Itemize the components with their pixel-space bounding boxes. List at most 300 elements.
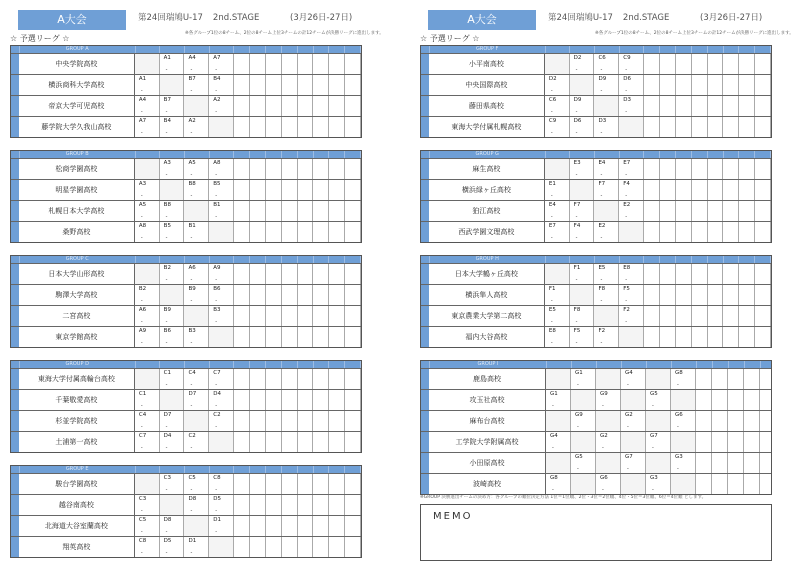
- stat-cell: [250, 201, 266, 221]
- stat-column-header: [708, 151, 724, 158]
- match-cell: [545, 54, 570, 74]
- match-cell: [135, 264, 160, 284]
- stat-cell: [282, 390, 298, 410]
- stat-cell: [712, 369, 728, 389]
- match-cell: [135, 159, 160, 179]
- match-cell: [594, 75, 619, 95]
- stat-cell: [282, 537, 298, 557]
- stat-cell: [329, 159, 345, 179]
- score-dash: -: [140, 403, 143, 409]
- match-code: C6: [598, 55, 606, 61]
- match-code: D9: [573, 97, 582, 103]
- team-row: [11, 284, 361, 305]
- stat-column-header: [298, 256, 314, 263]
- match-cell: [546, 369, 571, 389]
- row-index: [11, 180, 19, 200]
- stat-cell: [298, 411, 314, 431]
- stat-column-header: [266, 466, 282, 473]
- match-code: G5: [575, 454, 583, 460]
- stat-column-header: [282, 151, 298, 158]
- stat-cell: [266, 411, 282, 431]
- match-cell: [596, 369, 621, 389]
- team-name: 桑野高校: [19, 222, 135, 242]
- stat-cell: [644, 180, 660, 200]
- score-dash: -: [190, 340, 193, 346]
- match-code: E4: [548, 202, 556, 208]
- row-index: [11, 306, 19, 326]
- match-cell: [135, 306, 160, 326]
- stat-cell: [723, 180, 739, 200]
- stat-cell: [345, 306, 361, 326]
- match-cell: [184, 495, 209, 515]
- match-cell: [619, 285, 644, 305]
- stat-cell: [329, 516, 345, 536]
- team-name: 駿台学園高校: [19, 474, 135, 494]
- stat-cell: [250, 285, 266, 305]
- stat-cell: [644, 222, 660, 242]
- match-cell: [546, 453, 571, 473]
- group-table: [420, 45, 772, 138]
- match-cell: [184, 285, 209, 305]
- match-cell: [209, 474, 234, 494]
- stat-cell: [739, 75, 755, 95]
- match-cell: [594, 327, 619, 347]
- stat-cell: [329, 411, 345, 431]
- group-table: [420, 255, 772, 348]
- match-code: A7: [213, 55, 221, 61]
- stat-cell: [313, 474, 329, 494]
- match-code: D5: [213, 496, 221, 502]
- score-dash: -: [140, 550, 143, 556]
- score-dash: -: [165, 487, 168, 493]
- match-code: G4: [550, 433, 558, 439]
- score-dash: -: [627, 466, 629, 472]
- match-code: C7: [213, 370, 221, 376]
- stat-cell: [708, 285, 724, 305]
- stat-cell: [644, 327, 660, 347]
- match-cell: [184, 54, 209, 74]
- stat-cell: [676, 306, 692, 326]
- match-cell: [594, 306, 619, 326]
- match-cell: [209, 516, 234, 536]
- stage-title-text: 第24回瑞鳩U-17: [548, 13, 613, 23]
- opponent-column-header: [546, 46, 571, 53]
- score-dash: -: [215, 298, 218, 304]
- stat-cell: [313, 54, 329, 74]
- stat-cell: [250, 54, 266, 74]
- stat-column-header: [266, 256, 282, 263]
- stat-cell: [250, 222, 266, 242]
- stat-cell: [266, 264, 282, 284]
- stat-cell: [266, 159, 282, 179]
- stat-cell: [739, 222, 755, 242]
- stat-cell: [298, 222, 314, 242]
- stat-cell: [712, 474, 728, 494]
- stat-cell: [676, 180, 692, 200]
- stat-column-header: [676, 46, 692, 53]
- match-code: F4: [573, 223, 581, 229]
- team-name: 松商学園高校: [19, 159, 135, 179]
- group-name: GROUP H: [430, 256, 546, 263]
- stat-cell: [728, 390, 744, 410]
- match-code: D2: [573, 55, 582, 61]
- match-cell: [621, 411, 646, 431]
- score-dash: -: [600, 298, 603, 304]
- team-name: 鹿島高校: [429, 369, 546, 389]
- team-row: [421, 95, 771, 116]
- match-code: A5: [138, 202, 147, 208]
- row-index: [421, 390, 429, 410]
- stat-cell: [345, 180, 361, 200]
- group-table: [420, 150, 772, 243]
- stat-cell: [298, 96, 314, 116]
- stat-column-header: [250, 256, 266, 263]
- opponent-column-header: [620, 151, 645, 158]
- stat-column-header: [739, 151, 755, 158]
- match-code: B4: [213, 76, 221, 82]
- group-table: [10, 360, 362, 453]
- team-row: [11, 431, 361, 452]
- match-cell: [621, 369, 646, 389]
- match-cell: [135, 75, 160, 95]
- row-index: [421, 369, 429, 389]
- row-index: [421, 222, 429, 242]
- group-table: [10, 45, 362, 138]
- team-name: 千葉敬愛高校: [19, 390, 135, 410]
- team-name: 東海大学付属札幌高校: [429, 117, 545, 137]
- score-dash: -: [552, 445, 554, 451]
- stat-cell: [313, 306, 329, 326]
- match-cell: [545, 159, 570, 179]
- group-header: [421, 256, 771, 263]
- tournament-title: A大会: [18, 10, 126, 30]
- match-cell: [546, 432, 571, 452]
- match-code: C6: [548, 97, 557, 103]
- score-dash: -: [625, 67, 628, 73]
- stat-column-header: [282, 361, 298, 368]
- match-cell: [184, 159, 209, 179]
- stat-cell: [234, 54, 250, 74]
- stat-cell: [723, 96, 739, 116]
- stat-cell: [298, 432, 314, 452]
- stat-cell: [644, 117, 660, 137]
- stat-column-header: [676, 151, 692, 158]
- match-cell: [135, 390, 160, 410]
- team-name: 杉並学院高校: [19, 411, 135, 431]
- stat-cell: [728, 453, 744, 473]
- stat-cell: [313, 159, 329, 179]
- match-cell: [160, 75, 185, 95]
- match-code: G4: [625, 370, 633, 376]
- opponent-column-header: [597, 361, 622, 368]
- match-code: G1: [550, 391, 558, 397]
- match-code: G2: [600, 433, 608, 439]
- match-cell: [160, 54, 185, 74]
- match-cell: [135, 285, 160, 305]
- score-dash: -: [165, 445, 168, 451]
- team-name: 横浜商科大学高校: [19, 75, 135, 95]
- stat-cell: [676, 327, 692, 347]
- match-code: D3: [623, 97, 631, 103]
- opponent-column-header: [595, 46, 620, 53]
- stat-cell: [282, 285, 298, 305]
- match-cell: [619, 96, 644, 116]
- match-code: D6: [573, 118, 582, 124]
- team-row: [11, 116, 361, 137]
- stat-column-header: [708, 46, 724, 53]
- stat-cell: [739, 285, 755, 305]
- stat-cell: [266, 96, 282, 116]
- match-code: B1: [188, 223, 196, 229]
- row-index: [421, 54, 429, 74]
- team-name: 中央国際高校: [429, 75, 545, 95]
- stat-cell: [282, 432, 298, 452]
- match-code: C1: [163, 370, 172, 376]
- group-name: GROUP C: [20, 256, 136, 263]
- score-dash: -: [602, 487, 604, 493]
- score-dash: -: [140, 214, 143, 220]
- match-code: C3: [163, 475, 172, 481]
- score-dash: -: [550, 340, 553, 346]
- stat-cell: [250, 369, 266, 389]
- match-code: B6: [163, 328, 171, 334]
- stat-cell: [644, 306, 660, 326]
- score-dash: -: [652, 445, 654, 451]
- memo-box[interactable]: [420, 504, 772, 561]
- score-dash: -: [165, 172, 168, 178]
- score-dash: -: [165, 277, 168, 283]
- opponent-column-header: [185, 256, 210, 263]
- stat-column-header: [692, 46, 708, 53]
- match-cell: [160, 201, 185, 221]
- match-code: C2: [188, 433, 196, 439]
- score-dash: -: [215, 214, 218, 220]
- opponent-column-header: [185, 151, 210, 158]
- team-name: 麻生高校: [429, 159, 545, 179]
- match-code: G9: [600, 391, 608, 397]
- stat-cell: [739, 159, 755, 179]
- team-name: 北海道大谷室蘭高校: [19, 516, 135, 536]
- group-table: [10, 255, 362, 348]
- stat-column-header: [660, 256, 676, 263]
- stat-cell: [660, 201, 676, 221]
- stat-cell: [298, 159, 314, 179]
- match-cell: [596, 411, 621, 431]
- score-dash: -: [165, 424, 168, 430]
- match-code: B5: [213, 181, 221, 187]
- match-cell: [646, 432, 671, 452]
- score-dash: -: [215, 193, 218, 199]
- stat-cell: [723, 54, 739, 74]
- score-dash: -: [140, 508, 143, 514]
- group-header: [421, 151, 771, 158]
- group-header: [421, 361, 771, 368]
- stat-cell: [723, 201, 739, 221]
- stat-cell: [692, 222, 708, 242]
- stat-cell: [250, 537, 266, 557]
- match-code: B1: [213, 202, 221, 208]
- stat-column-header: [298, 151, 314, 158]
- stat-cell: [250, 432, 266, 452]
- match-cell: [209, 180, 234, 200]
- match-code: A3: [163, 160, 171, 166]
- stat-cell: [708, 201, 724, 221]
- opponent-column-header: [210, 256, 235, 263]
- match-code: B9: [188, 286, 196, 292]
- team-row: [421, 326, 771, 347]
- league-label: ☆ 予選リーグ ☆: [420, 34, 480, 43]
- match-cell: [184, 201, 209, 221]
- score-dash: -: [625, 277, 628, 283]
- team-row: [11, 389, 361, 410]
- stat-cell: [266, 117, 282, 137]
- score-dash: -: [575, 172, 578, 178]
- match-code: B6: [213, 286, 221, 292]
- match-cell: [619, 306, 644, 326]
- stat-column-header: [298, 361, 314, 368]
- stat-cell: [250, 474, 266, 494]
- match-cell: [160, 306, 185, 326]
- stat-cell: [250, 327, 266, 347]
- team-row: [11, 494, 361, 515]
- match-code: C4: [138, 412, 147, 418]
- stat-cell: [692, 117, 708, 137]
- match-cell: [135, 327, 160, 347]
- team-name: 日本大学鶴ヶ丘高校: [429, 264, 545, 284]
- stat-column-header: [329, 256, 345, 263]
- stat-column-header: [329, 361, 345, 368]
- team-row: [11, 473, 361, 494]
- stat-cell: [660, 54, 676, 74]
- score-dash: -: [550, 130, 553, 136]
- score-dash: -: [165, 235, 168, 241]
- score-dash: -: [190, 403, 193, 409]
- row-index: [11, 75, 19, 95]
- opponent-column-header: [570, 256, 595, 263]
- stat-column-header: [314, 466, 330, 473]
- opponent-column-header: [620, 46, 645, 53]
- stat-cell: [755, 222, 771, 242]
- stat-cell: [660, 222, 676, 242]
- stat-cell: [755, 180, 771, 200]
- team-name: 工学院大学附属高校: [429, 432, 546, 452]
- match-cell: [160, 117, 185, 137]
- match-cell: [184, 474, 209, 494]
- match-code: E5: [598, 265, 606, 271]
- match-code: E4: [598, 160, 606, 166]
- stat-cell: [250, 306, 266, 326]
- stat-cell: [692, 159, 708, 179]
- match-cell: [570, 264, 595, 284]
- stat-cell: [723, 285, 739, 305]
- score-dash: -: [190, 67, 193, 73]
- opponent-column-header: [160, 466, 185, 473]
- team-name: 狛江高校: [429, 201, 545, 221]
- score-dash: -: [575, 130, 578, 136]
- stat-cell: [298, 390, 314, 410]
- stat-column-header: [755, 151, 771, 158]
- match-cell: [209, 495, 234, 515]
- opponent-column-header: [185, 466, 210, 473]
- stat-cell: [712, 390, 728, 410]
- opponent-column-header: [622, 361, 647, 368]
- opponent-column-header: [185, 361, 210, 368]
- stat-cell: [696, 390, 712, 410]
- match-cell: [160, 180, 185, 200]
- stat-cell: [345, 54, 361, 74]
- match-code: B2: [138, 286, 147, 292]
- team-name: 藤学院大学久我山高校: [19, 117, 135, 137]
- stat-cell: [234, 180, 250, 200]
- match-cell: [135, 495, 160, 515]
- stat-cell: [234, 411, 250, 431]
- row-index: [421, 117, 429, 137]
- stat-cell: [250, 411, 266, 431]
- match-cell: [594, 159, 619, 179]
- match-cell: [570, 222, 595, 242]
- score-dash: -: [600, 277, 603, 283]
- stat-cell: [345, 264, 361, 284]
- stat-cell: [329, 432, 345, 452]
- team-name: 駒澤大学高校: [19, 285, 135, 305]
- score-dash: -: [625, 298, 628, 304]
- team-name: 福内大谷高校: [429, 327, 545, 347]
- match-code: A5: [188, 160, 196, 166]
- stat-cell: [298, 516, 314, 536]
- match-cell: [594, 222, 619, 242]
- match-cell: [160, 516, 185, 536]
- row-index: [421, 264, 429, 284]
- row-index: [421, 285, 429, 305]
- stat-cell: [234, 306, 250, 326]
- league-note: ※各グループ1位の8チーム、2位の8チーム上位3チームの計12チームが決勝リーグに進出します。: [595, 31, 794, 36]
- stat-cell: [282, 474, 298, 494]
- score-dash: -: [190, 508, 193, 514]
- stat-cell: [250, 117, 266, 137]
- stat-cell: [345, 474, 361, 494]
- match-cell: [545, 327, 570, 347]
- stat-column-header: [345, 466, 361, 473]
- match-cell: [135, 411, 160, 431]
- team-row: [421, 158, 771, 179]
- stat-cell: [329, 96, 345, 116]
- match-cell: [209, 159, 234, 179]
- stat-column-header: [644, 256, 660, 263]
- opponent-column-header: [136, 361, 161, 368]
- stat-column-header: [314, 151, 330, 158]
- stat-column-header: [713, 361, 729, 368]
- stat-cell: [345, 390, 361, 410]
- stat-cell: [696, 453, 712, 473]
- match-cell: [596, 453, 621, 473]
- stat-cell: [660, 306, 676, 326]
- match-code: A2: [188, 118, 196, 124]
- team-row: [421, 74, 771, 95]
- opponent-column-header: [595, 151, 620, 158]
- score-dash: -: [215, 172, 218, 178]
- stat-cell: [712, 411, 728, 431]
- stat-cell: [313, 285, 329, 305]
- group-header: [11, 256, 361, 263]
- stage-name: 2nd.STAGE: [622, 13, 670, 23]
- match-cell: [545, 222, 570, 242]
- score-dash: -: [140, 88, 143, 94]
- stat-cell: [298, 285, 314, 305]
- stat-cell: [234, 159, 250, 179]
- stat-cell: [692, 96, 708, 116]
- stat-cell: [712, 453, 728, 473]
- match-code: D7: [188, 391, 197, 397]
